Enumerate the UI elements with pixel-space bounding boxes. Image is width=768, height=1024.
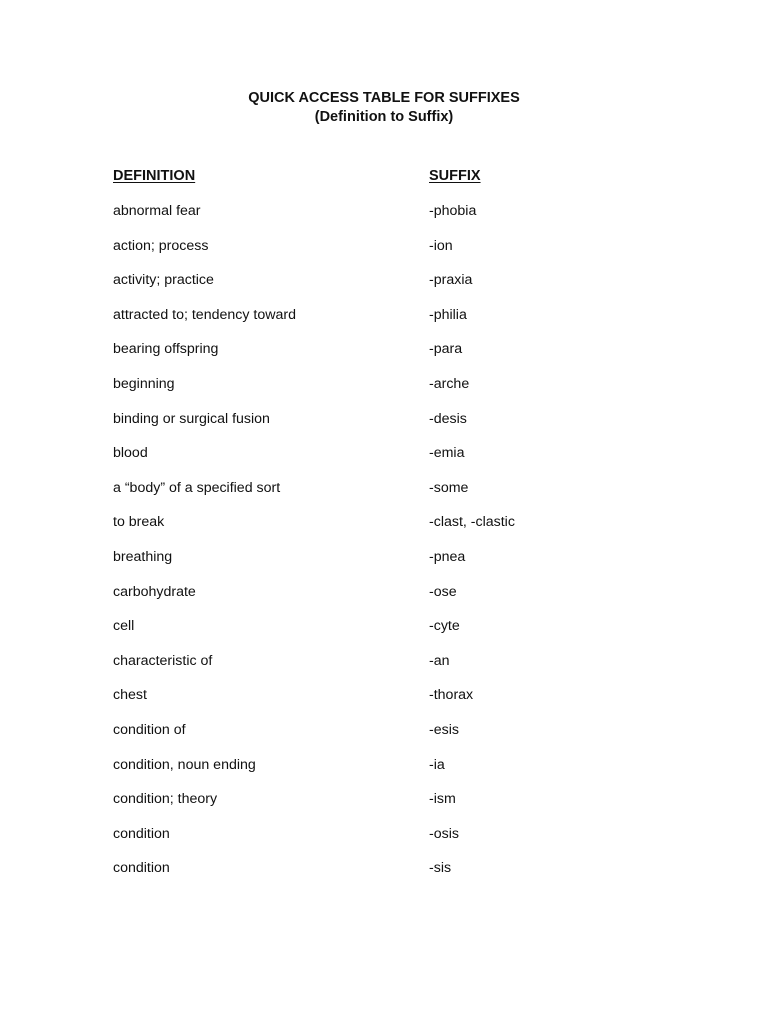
suffix-cell: -an <box>429 652 450 669</box>
definition-cell: attracted to; tendency toward <box>113 306 296 323</box>
suffix-cell: -sis <box>429 860 452 877</box>
definition-column-header: DEFINITION <box>113 168 196 184</box>
table-row <box>113 686 673 721</box>
definition-cell: action; process <box>113 237 209 254</box>
table-row <box>113 859 673 894</box>
table-row <box>113 410 673 445</box>
suffix-cell: -phobia <box>429 203 477 219</box>
suffix-cell: -emia <box>429 445 465 462</box>
suffix-cell: -arche <box>429 375 470 392</box>
table-row <box>113 444 673 479</box>
table-row <box>113 306 673 341</box>
suffix-cell: -ia <box>429 756 445 773</box>
document-title: QUICK ACCESS TABLE FOR SUFFIXES <box>248 90 520 106</box>
suffix-column-header: SUFFIX <box>429 168 481 184</box>
table-row <box>113 756 673 791</box>
definition-cell: a “body” of a specified sort <box>113 479 281 496</box>
definition-cell: abnormal fear <box>113 203 201 219</box>
table-row <box>113 548 673 583</box>
definition-cell: bearing offspring <box>113 341 219 358</box>
suffix-cell: -osis <box>429 825 459 842</box>
suffix-cell: -praxia <box>429 272 473 289</box>
table-row <box>113 721 673 756</box>
suffix-cell: -clast, -clastic <box>429 514 515 531</box>
definition-cell: chest <box>113 687 147 704</box>
suffix-cell: -ose <box>429 583 457 600</box>
definition-cell: condition <box>113 860 170 877</box>
table-row <box>113 202 673 237</box>
table-row <box>113 583 673 618</box>
definition-cell: characteristic of <box>113 652 213 669</box>
definition-cell: blood <box>113 445 148 462</box>
suffix-cell: -pnea <box>429 548 466 565</box>
table-row <box>113 617 673 652</box>
suffix-cell: -ism <box>429 791 456 808</box>
suffix-cell: -philia <box>429 306 467 323</box>
suffix-cell: -desis <box>429 410 467 427</box>
table-row <box>113 513 673 548</box>
definition-cell: activity; practice <box>113 272 214 289</box>
table-row <box>113 237 673 272</box>
table-row <box>113 340 673 375</box>
table-row <box>113 790 673 825</box>
suffix-cell: -ion <box>429 237 453 254</box>
table-row <box>113 271 673 306</box>
suffix-cell: -some <box>429 479 469 496</box>
document-subtitle: (Definition to Suffix) <box>314 109 454 125</box>
table-row <box>113 479 673 514</box>
suffix-cell: -esis <box>429 721 459 738</box>
definition-cell: condition of <box>113 721 186 738</box>
definition-cell: binding or surgical fusion <box>113 410 270 427</box>
table-row <box>113 375 673 410</box>
definition-cell: carbohydrate <box>113 583 196 600</box>
suffix-cell: -thorax <box>429 687 474 704</box>
definition-cell: condition <box>113 825 170 842</box>
title-block <box>0 89 768 127</box>
table-header <box>113 168 673 188</box>
definition-cell: condition, noun ending <box>113 756 256 773</box>
table-body <box>113 202 673 894</box>
definition-cell: condition; theory <box>113 791 218 808</box>
suffix-cell: -para <box>429 341 463 358</box>
suffix-cell: -cyte <box>429 618 460 635</box>
definition-cell: to break <box>113 514 165 531</box>
table-row <box>113 825 673 860</box>
table-row <box>113 652 673 687</box>
definition-cell: breathing <box>113 548 173 565</box>
definition-cell: beginning <box>113 375 175 392</box>
definition-cell: cell <box>113 618 135 635</box>
